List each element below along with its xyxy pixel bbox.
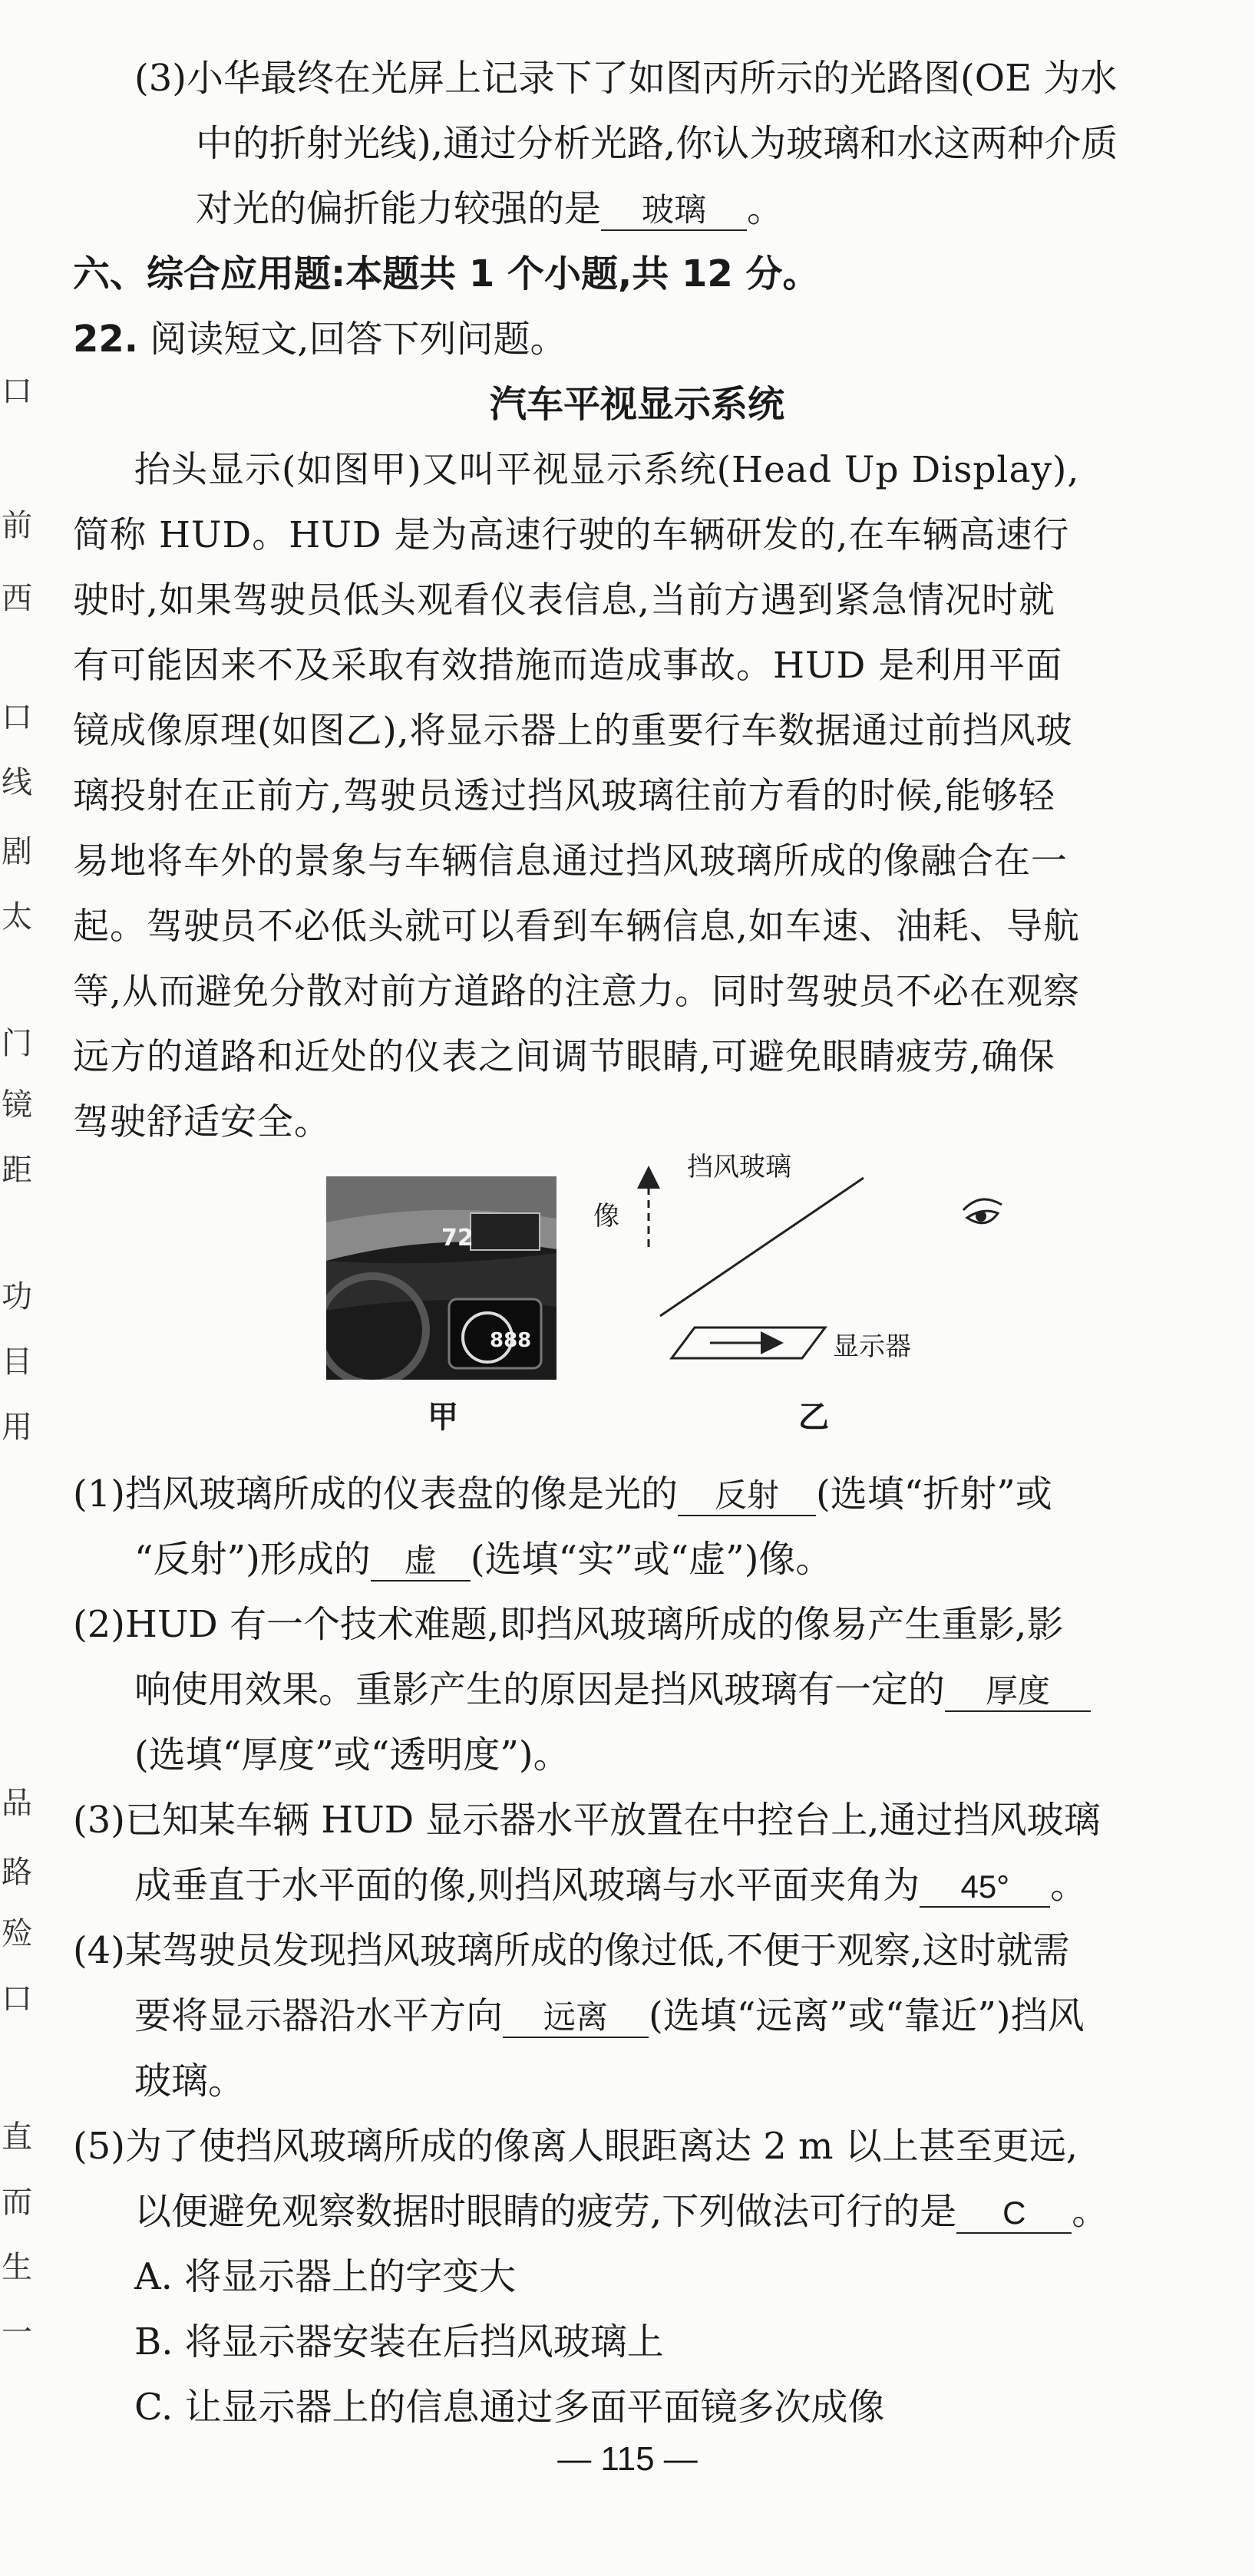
label-image: 像: [593, 1201, 619, 1232]
text-line: [73, 176, 1201, 242]
question-21-part-3: [73, 46, 1201, 242]
text-line: (4)某驾驶员发现挡风玻璃所成的像过低,不便于观察,这时就需: [73, 1929, 1070, 1972]
subquestion-1: [73, 1462, 1201, 1592]
option-b: B. 将显示器安装在后挡风玻璃上: [134, 2320, 664, 2363]
article-line: 有可能因来不及采取有效措施而造成事故。HUD 是利用平面: [73, 645, 1063, 687]
answer-blank: C: [956, 2194, 1072, 2234]
binding-margin: [0, 0, 31, 2576]
text-line: (3)已知某车辆 HUD 显示器水平放置在中控台上,通过挡风玻璃: [73, 1799, 1101, 1842]
hud-rpm-readout: 888: [490, 1329, 532, 1352]
margin-glyph: 目: [2, 1344, 32, 1380]
text-segment: (选填“折射”或: [816, 1473, 1052, 1516]
margin-glyph: 距: [2, 1153, 32, 1188]
article-line: 易地将车外的景象与车辆信息通过挡风玻璃所成的像融合在一: [73, 840, 1068, 882]
answer-blank: 玻璃: [601, 191, 747, 231]
text-line: (2)HUD 有一个技术难题,即挡风玻璃所成的像易产生重影,影: [73, 1603, 1064, 1646]
answer-blank: 45°: [920, 1868, 1050, 1908]
figure-caption-jia: 甲: [428, 1400, 458, 1435]
text-segment: 。: [747, 187, 784, 230]
question-number: 22.: [73, 318, 139, 361]
subquestion-4: [73, 1918, 1201, 2114]
figure-caption-yi: 乙: [798, 1400, 829, 1435]
text-line: (3)小华最终在光屏上记录下了如图丙所示的光路图(OE 为水: [134, 57, 1118, 100]
option-c: C. 让显示器上的信息通过多面平面镜多次成像: [134, 2386, 885, 2429]
section-heading: 六、综合应用题:本题共 1 个小题,共 12 分。: [73, 252, 820, 295]
text-segment: (1)挡风玻璃所成的仪表盘的像是光的: [73, 1473, 678, 1516]
margin-glyph: 镜: [2, 1087, 32, 1123]
answer-blank: 远离: [503, 1998, 649, 2038]
text-segment: 对光的偏折能力较强的是: [196, 187, 602, 230]
article-line: 镜成像原理(如图乙),将显示器上的重要行车数据通过前挡风玻: [73, 710, 1073, 752]
margin-glyph: 用: [2, 1410, 32, 1445]
text-segment: (选填“远离”或“靠近”)挡风: [649, 1994, 1085, 2037]
article-line: 驾驶舒适安全。: [73, 1101, 331, 1143]
margin-glyph: 路: [2, 1855, 32, 1890]
margin-glyph: 口: [2, 374, 32, 409]
eye-icon: [963, 1199, 1002, 1223]
margin-glyph: 而: [2, 2185, 32, 2220]
article-line: 等,从而避免分散对前方道路的注意力。同时驾驶员不必在观察: [73, 971, 1080, 1013]
margin-glyph: 一: [2, 2315, 32, 2350]
windshield-line: [660, 1178, 864, 1316]
text-segment: 。: [1072, 2190, 1109, 2233]
text-segment: (选填“实”或“虚”)像。: [470, 1538, 833, 1581]
subquestion-5: [73, 2114, 1201, 2440]
article-line: 驶时,如果驾驶员低头观看仪表信息,当前方遇到紧急情况时就: [73, 579, 1055, 622]
margin-glyph: 功: [2, 1279, 32, 1314]
text-line: 中的折射光线),通过分析光路,你认为玻璃和水这两种介质: [196, 122, 1118, 165]
label-windshield: 挡风玻璃: [687, 1152, 791, 1182]
figures: [73, 1152, 1201, 1446]
hud-speed-readout: 72: [441, 1225, 474, 1252]
margin-glyph: 品: [2, 1786, 32, 1821]
hud-photo: [326, 1176, 556, 1380]
article-body: [73, 437, 1201, 1155]
question-22-parts: [73, 1462, 1201, 2440]
text-line: 玻璃。: [134, 2060, 246, 2103]
article-line: 璃投射在正前方,驾驶员透过挡风玻璃往前方看的时候,能够轻: [73, 775, 1055, 817]
text-line: (5)为了使挡风玻璃所成的像离人眼距离达 2 m 以上甚至更远,: [73, 2125, 1078, 2168]
margin-glyph: 线: [2, 765, 32, 800]
text-line: (选填“厚度”或“透明度”)。: [134, 1733, 570, 1776]
article-title: 汽车平视显示系统: [489, 383, 784, 426]
subquestion-3: [73, 1788, 1201, 1918]
subquestion-2: [73, 1592, 1201, 1788]
option-a: A. 将显示器上的字变大: [134, 2255, 517, 2298]
margin-glyph: 口: [2, 700, 32, 735]
text-segment: 要将显示器沿水平方向: [134, 1994, 504, 2037]
margin-glyph: 西: [2, 581, 32, 616]
answer-blank: 厚度: [945, 1672, 1091, 1712]
page-number: — 115 —: [557, 2440, 698, 2478]
margin-glyph: 生: [2, 2250, 32, 2285]
hud-diagram: [593, 1152, 1101, 1408]
answer-blank: 反射: [678, 1476, 816, 1516]
question-text: 阅读短文,回答下列问题。: [150, 318, 567, 361]
margin-glyph: 殓: [2, 1916, 32, 1951]
margin-glyph: 剧: [2, 834, 32, 869]
margin-glyph: 门: [2, 1026, 32, 1061]
question-22-prompt: [73, 307, 1201, 372]
label-display: 显示器: [833, 1331, 911, 1362]
text-segment: 。: [1050, 1864, 1088, 1907]
margin-glyph: 口: [2, 1981, 32, 2017]
hud-photo-drawing: [326, 1176, 556, 1380]
article-line: 抬头显示(如图甲)又叫平视显示系统(Head Up Display),: [134, 449, 1080, 491]
article-line: 简称 HUD。HUD 是为高速行驶的车辆研发的,在车辆高速行: [73, 514, 1070, 556]
article-line: 远方的道路和近处的仪表之间调节眼睛,可避免眼睛疲劳,确保: [73, 1036, 1055, 1078]
text-segment: 成垂直于水平面的像,则挡风玻璃与水平面夹角为: [134, 1864, 920, 1907]
text-segment: 以便避免观察数据时眼睛的疲劳,下列做法可行的是: [134, 2190, 957, 2233]
exam-page: [73, 46, 1201, 2440]
margin-glyph: 太: [2, 899, 32, 935]
hud-diagram-drawing: [626, 1163, 1101, 1408]
margin-glyph: 前: [2, 508, 32, 543]
text-segment: 响使用效果。重影产生的原因是挡风玻璃有一定的: [134, 1668, 946, 1711]
text-segment: “反射”)形成的: [134, 1538, 371, 1581]
article-line: 起。驾驶员不必低头就可以看到车辆信息,如车速、油耗、导航: [73, 905, 1080, 948]
answer-blank: 虚: [371, 1542, 471, 1582]
margin-glyph: 直: [2, 2119, 32, 2155]
